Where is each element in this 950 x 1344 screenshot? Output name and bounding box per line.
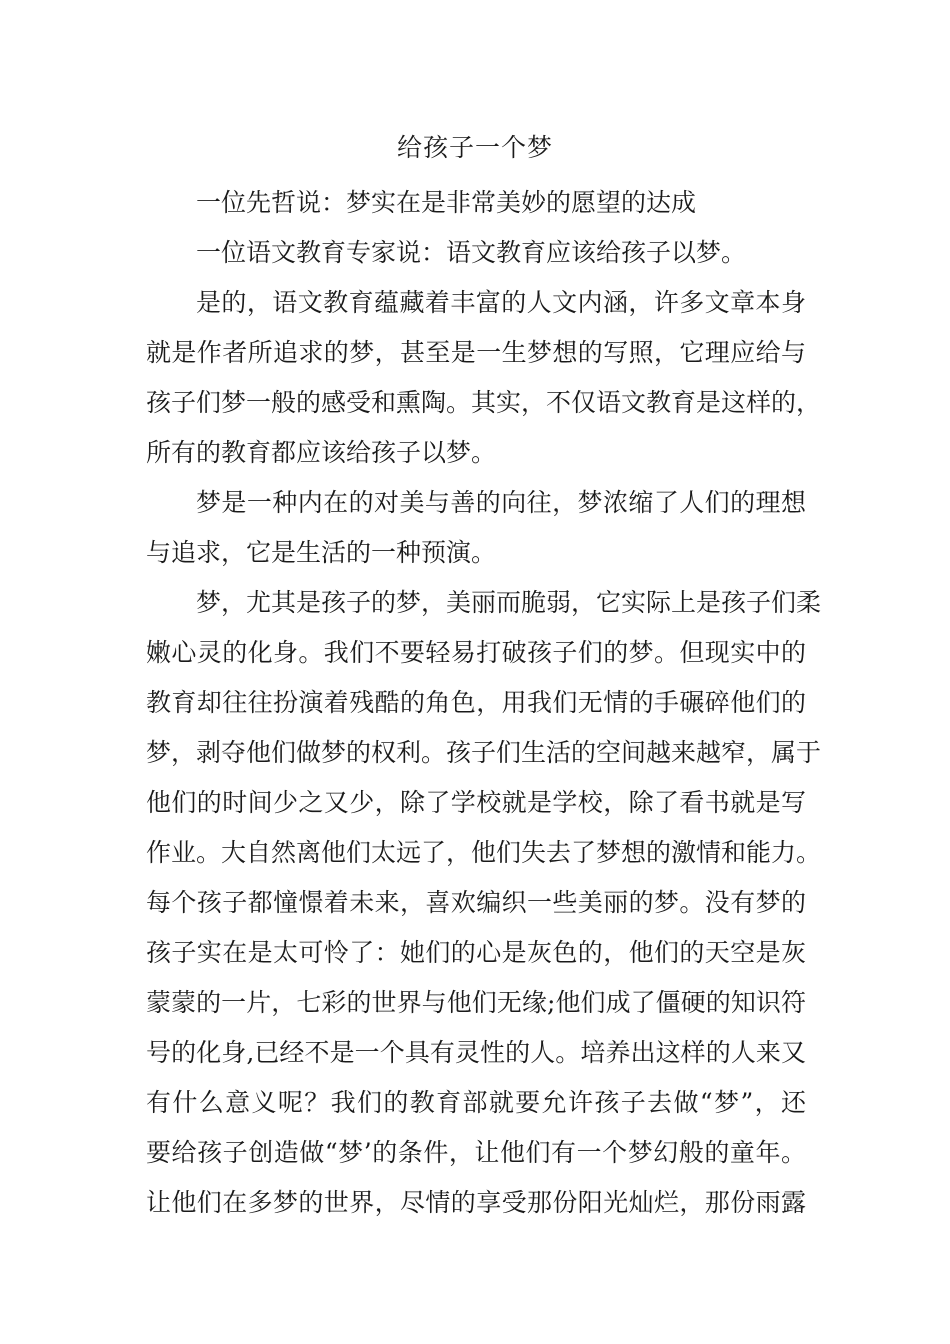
text-line: 号的化身,已经不是一个具有灵性的人。培养出这样的人来又 <box>146 1038 806 1067</box>
text-line: 让他们在多梦的世界，尽情的享受那份阳光灿烂，那份雨露 <box>146 1188 806 1217</box>
text-line: 每个孩子都憧憬着未来，喜欢编织一些美丽的梦。没有梦的 <box>146 888 806 917</box>
text-line: 作业。大自然离他们太远了，他们失去了梦想的激情和能力。 <box>146 838 822 867</box>
text-line: 是的，语文教育蕴藏着丰富的人文内涵，许多文章本身 <box>196 288 806 317</box>
text-line: 一位语文教育专家说：语文教育应该给孩子以梦。 <box>196 238 747 267</box>
text-line: 孩子们梦一般的感受和熏陶。其实，不仅语文教育是这样的， <box>146 388 822 417</box>
text-line: 有什么意义呢？我们的教育部就要允许孩子去做“梦”，还 <box>146 1088 806 1117</box>
text-line: 孩子实在是太可怜了：她们的心是灰色的，他们的天空是灰 <box>146 938 806 967</box>
text-line: 蒙蒙的一片，七彩的世界与他们无缘;他们成了僵硬的知识符 <box>146 988 806 1017</box>
text-line: 与追求，它是生活的一种预演。 <box>146 538 497 567</box>
document-body <box>146 178 822 1228</box>
text-line: 梦，尤其是孩子的梦，美丽而脆弱，它实际上是孩子们柔 <box>196 588 822 617</box>
text-line: 梦，剥夺他们做梦的权利。孩子们生活的空间越来越窄，属于 <box>146 738 822 767</box>
text-line: 就是作者所追求的梦，甚至是一生梦想的写照，它理应给与 <box>146 338 806 367</box>
text-line: 嫩心灵的化身。我们不要轻易打破孩子们的梦。但现实中的 <box>146 638 806 667</box>
document-title: 给孩子一个梦 <box>396 133 553 162</box>
text-line: 教育却往往扮演着残酷的角色，用我们无情的手碾碎他们的 <box>146 688 806 717</box>
text-line: 所有的教育都应该给孩子以梦。 <box>146 438 497 467</box>
text-line: 一位先哲说：梦实在是非常美妙的愿望的达成 <box>196 188 697 217</box>
text-line: 他们的时间少之又少，除了学校就是学校，除了看书就是写 <box>146 788 806 817</box>
text-line: 梦是一种内在的对美与善的向往，梦浓缩了人们的理想 <box>196 488 806 517</box>
text-line: 要给孩子创造做“梦’的条件，让他们有一个梦幻般的童年。 <box>146 1138 806 1167</box>
